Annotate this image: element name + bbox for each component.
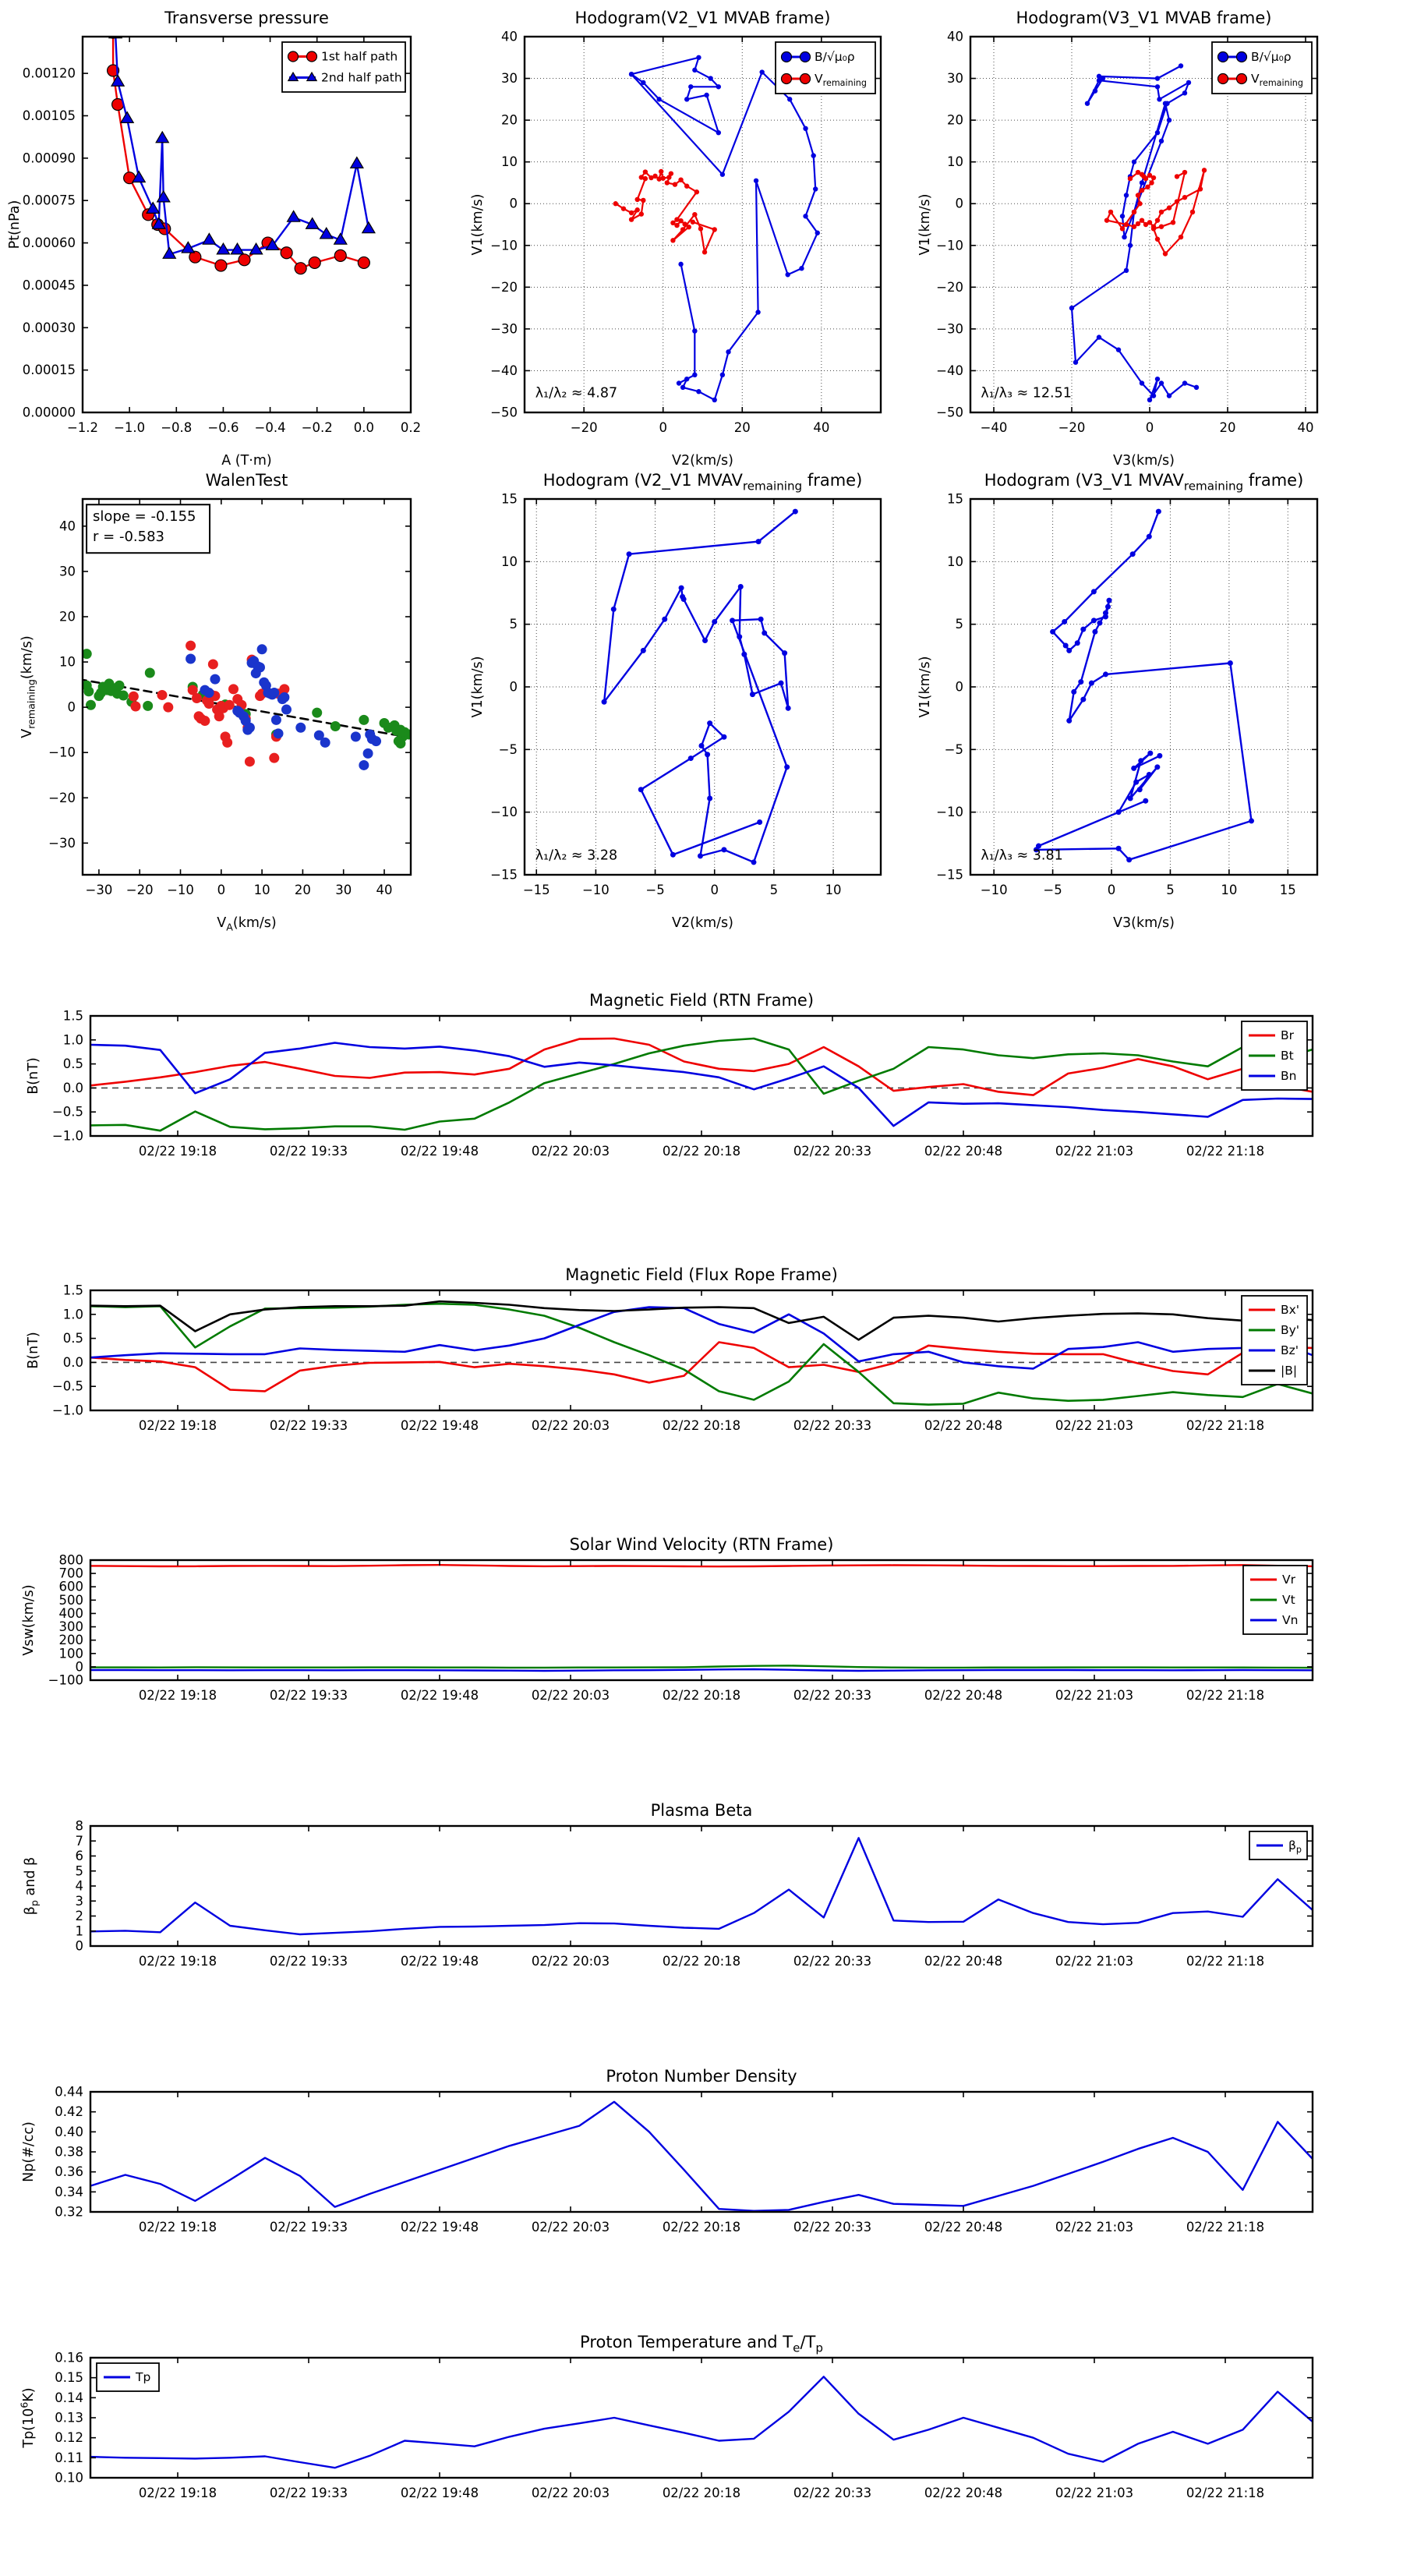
y-tick-label: −100: [48, 1672, 83, 1688]
x-tick-label: 02/22 20:48: [924, 1954, 1003, 1969]
legend-label: Bx': [1281, 1303, 1300, 1317]
x-tick-label: 02/22 19:33: [269, 1688, 348, 1703]
y-tick-label: 0.00000: [22, 405, 76, 420]
y-axis-label: $V_{remaining}(km/s)$: [19, 635, 37, 738]
y-tick-label: 30: [947, 71, 963, 87]
y-tick-label: 0.00045: [22, 278, 76, 293]
y-tick-label: 20: [59, 609, 76, 625]
panel-title: Magnetic Field (RTN Frame): [588, 991, 815, 1010]
x-tick-label: 0: [659, 420, 667, 435]
y-tick-label: −10: [490, 238, 518, 253]
annotation-line: r = -0.583: [93, 529, 165, 546]
x-tick-label: 0: [710, 883, 719, 897]
x-tick-label: 02/22 21:18: [1186, 1144, 1265, 1159]
panel-proton-density: [21, 2067, 1313, 2235]
x-tick-label: 02/22 21:18: [1186, 2486, 1265, 2500]
annotation: [981, 848, 1062, 864]
y-tick-label: 0.0: [62, 1080, 83, 1095]
x-tick-label: −15: [522, 883, 550, 897]
annotation: [535, 386, 617, 402]
panel-title: Hodogram (V3_V1 $MVAV_{remaining}$ frame): [984, 471, 1304, 494]
x-axis-label: V3(km/s): [1113, 915, 1175, 931]
y-tick-label: 0.15: [55, 2370, 83, 2386]
panel-b-rtn: [26, 991, 1313, 1159]
x-tick-label: 02/22 20:48: [924, 2486, 1003, 2500]
y-tick-label: −50: [936, 405, 963, 420]
x-tick-label: 40: [376, 883, 393, 897]
panel-plasma-beta: [23, 1801, 1313, 1969]
legend: [1212, 42, 1312, 94]
y-axis-label: $\beta_p$ and β: [23, 1856, 41, 1916]
x-tick-label: −1.2: [66, 420, 99, 435]
legend: [776, 42, 875, 94]
y-axis-label: B(nT): [26, 1057, 41, 1095]
x-tick-label: 0.2: [400, 420, 422, 435]
y-tick-label: 0.5: [62, 1056, 83, 1072]
panel-title: Proton Number Density: [606, 2067, 797, 2086]
legend-label: Bz': [1281, 1343, 1299, 1357]
legend: [1243, 1566, 1307, 1634]
y-tick-label: 20: [947, 112, 963, 128]
x-tick-label: 02/22 20:33: [793, 2486, 872, 2500]
x-tick-label: 02/22 19:48: [400, 1688, 479, 1703]
legend-label: 1st half path: [321, 49, 398, 64]
y-tick-label: 400: [58, 1605, 83, 1621]
y-tick-label: 10: [501, 554, 518, 569]
y-tick-label: −10: [936, 238, 963, 253]
x-tick-label: 02/22 20:48: [924, 1418, 1003, 1433]
x-tick-label: 02/22 20:18: [662, 1954, 741, 1969]
legend-label: $\beta_p$: [1288, 1838, 1302, 1856]
x-tick-label: 02/22 19:18: [138, 2220, 217, 2235]
x-axis-label: V2(km/s): [672, 915, 733, 931]
legend-label: 2nd half path: [321, 70, 402, 85]
x-tick-label: 5: [1166, 883, 1175, 897]
x-tick-label: −10: [980, 883, 1008, 897]
y-tick-label: −40: [490, 363, 518, 378]
panel-title: WalenTest: [205, 471, 288, 490]
y-tick-label: −50: [490, 405, 518, 420]
legend: [282, 42, 405, 92]
panel-walen-test: [19, 471, 414, 933]
x-tick-label: 02/22 20:03: [531, 1688, 610, 1703]
y-tick-label: −5: [498, 741, 518, 757]
x-tick-label: 10: [825, 883, 842, 897]
y-tick-label: 8: [75, 1818, 83, 1834]
panel-title: Transverse pressure: [164, 9, 329, 27]
y-axis-label: V1(km/s): [470, 193, 486, 256]
x-tick-label: 02/22 19:33: [269, 1418, 348, 1433]
x-tick-label: 02/22 19:18: [138, 1418, 217, 1433]
x-tick-label: 0: [217, 883, 226, 897]
y-tick-label: 0.00105: [22, 108, 76, 123]
legend-label: Vt: [1282, 1593, 1295, 1607]
y-tick-label: 0: [75, 1659, 83, 1675]
x-tick-label: 02/22 19:33: [269, 2220, 348, 2235]
x-tick-label: −40: [980, 420, 1008, 435]
y-tick-label: −5: [944, 741, 963, 757]
annotation-text: λ₁/λ₃ ≈ 12.51: [981, 385, 1072, 402]
x-tick-label: 02/22 20:03: [531, 1954, 610, 1969]
x-tick-label: 02/22 20:33: [793, 1144, 872, 1159]
y-tick-label: −10: [490, 805, 518, 820]
x-tick-label: 02/22 19:48: [400, 1144, 479, 1159]
y-tick-label: 0.5: [62, 1331, 83, 1346]
y-tick-label: 300: [58, 1619, 83, 1635]
series-Vn: [90, 1669, 1313, 1671]
panel-hodogram-v3v1-mvab: [917, 9, 1317, 469]
y-axis-label: V1(km/s): [917, 656, 933, 718]
x-axis-label: V3(km/s): [1113, 453, 1175, 469]
y-tick-label: 30: [59, 564, 76, 579]
legend-label: B/√μ₀ρ: [1251, 50, 1292, 64]
y-tick-label: −40: [936, 363, 963, 378]
panel-title: Hodogram (V2_V1 $MVAV_{remaining}$ frame): [542, 471, 863, 494]
y-tick-label: 0: [509, 679, 518, 695]
panel-title: Magnetic Field (Flux Rope Frame): [565, 1265, 838, 1284]
x-tick-label: 02/22 21:18: [1186, 2220, 1265, 2235]
x-tick-label: 02/22 21:03: [1055, 1144, 1134, 1159]
legend-label: |B|: [1281, 1364, 1298, 1378]
x-tick-label: 40: [1297, 420, 1314, 435]
annotation-text: λ₁/λ₂ ≈ 4.87: [535, 385, 618, 402]
y-tick-label: 0.00030: [22, 320, 76, 335]
x-tick-label: 20: [294, 883, 311, 897]
y-tick-label: −15: [490, 867, 518, 883]
y-tick-label: −10: [48, 745, 76, 760]
y-tick-label: 0.34: [55, 2184, 83, 2199]
y-tick-label: 0.12: [55, 2430, 83, 2446]
x-tick-label: 02/22 19:18: [138, 1688, 217, 1703]
y-tick-label: 6: [75, 1849, 83, 1863]
x-tick-label: −20: [570, 420, 598, 435]
y-tick-label: 0.0: [62, 1354, 83, 1370]
x-axis-label: $V_A(km/s)$: [217, 915, 277, 933]
y-tick-label: 15: [501, 491, 518, 507]
x-tick-label: 02/22 21:03: [1055, 2220, 1134, 2235]
y-tick-label: 10: [947, 554, 963, 569]
y-tick-label: 0.00120: [22, 65, 76, 81]
y-tick-label: 2: [75, 1909, 83, 1923]
x-tick-label: 20: [1219, 420, 1236, 435]
x-tick-label: 02/22 21:03: [1055, 1418, 1134, 1433]
y-tick-label: 0.10: [55, 2470, 83, 2486]
panel-title: Solar Wind Velocity (RTN Frame): [569, 1535, 834, 1554]
y-tick-label: 1.0: [62, 1307, 83, 1322]
panel-title: Proton Temperature and $T_e/T_p$: [580, 2333, 823, 2355]
x-tick-label: −30: [85, 883, 113, 897]
x-tick-label: 02/22 20:33: [793, 1418, 872, 1433]
legend-label: Vr: [1282, 1573, 1295, 1587]
legend-label: Tp: [136, 2370, 151, 2384]
y-tick-label: 10: [59, 654, 76, 670]
x-axis-label: A (T·m): [221, 453, 272, 469]
y-tick-label: 7: [75, 1833, 83, 1849]
x-tick-label: −0.4: [254, 420, 286, 435]
y-tick-label: −20: [936, 279, 963, 295]
y-tick-label: −15: [936, 867, 963, 883]
x-tick-label: 0: [1145, 420, 1154, 435]
y-tick-label: −20: [48, 790, 76, 805]
y-axis-label: V1(km/s): [470, 656, 486, 718]
y-tick-label: 0.38: [55, 2144, 83, 2160]
x-tick-label: 15: [1279, 883, 1296, 897]
panel-title: Hodogram(V3_V1 MVAB frame): [1016, 9, 1272, 27]
y-tick-label: 10: [501, 154, 518, 170]
y-tick-label: 0.00015: [22, 363, 76, 378]
y-tick-label: 0.42: [55, 2104, 83, 2120]
panel-title: Hodogram(V2_V1 MVAB frame): [574, 9, 831, 27]
panel-hodogram-v2v1-mvab: [470, 9, 881, 469]
x-tick-label: 02/22 19:48: [400, 1418, 479, 1433]
x-tick-label: 02/22 19:18: [138, 1954, 217, 1969]
x-tick-label: 5: [769, 883, 779, 897]
y-tick-label: 1.0: [62, 1032, 83, 1048]
legend-label: Br: [1281, 1028, 1295, 1042]
x-tick-label: 02/22 21:03: [1055, 1954, 1134, 1969]
x-tick-label: 02/22 20:03: [531, 2220, 610, 2235]
x-tick-label: −0.2: [301, 420, 333, 435]
x-tick-label: 02/22 20:48: [924, 2220, 1003, 2235]
x-tick-label: −20: [125, 883, 154, 897]
x-tick-label: 02/22 20:18: [662, 1144, 741, 1159]
y-tick-label: −1.0: [51, 1128, 83, 1144]
y-tick-label: 0: [75, 1938, 83, 1954]
y-tick-label: −10: [936, 805, 963, 820]
legend-label: $V_{remaining}$: [815, 72, 867, 89]
x-tick-label: 02/22 20:03: [531, 2486, 610, 2500]
y-tick-label: −30: [48, 835, 76, 851]
panel-title: Plasma Beta: [650, 1801, 753, 1820]
x-tick-label: 0.0: [353, 420, 374, 435]
x-tick-label: 0: [1107, 883, 1116, 897]
y-tick-label: 1.5: [62, 1283, 83, 1298]
y-tick-label: 0.00060: [22, 235, 76, 251]
panel-hodogram-v3v1-mvav: [917, 471, 1317, 931]
y-tick-label: 5: [509, 617, 518, 632]
x-tick-label: 02/22 20:48: [924, 1688, 1003, 1703]
panel-hodogram-v2v1-mvav: [470, 471, 881, 931]
x-tick-label: 40: [813, 420, 830, 435]
x-tick-label: −5: [645, 883, 665, 897]
x-tick-label: 02/22 21:18: [1186, 1954, 1265, 1969]
y-tick-label: 0.13: [55, 2410, 83, 2426]
x-tick-label: 10: [1221, 883, 1238, 897]
x-tick-label: 02/22 20:03: [531, 1418, 610, 1433]
y-tick-label: 5: [75, 1863, 83, 1879]
y-axis-label: Vsw(km/s): [21, 1584, 37, 1656]
y-tick-label: 0: [955, 679, 963, 695]
x-tick-label: 02/22 19:33: [269, 1954, 348, 1969]
y-tick-label: 700: [58, 1566, 83, 1581]
legend: [1242, 1021, 1307, 1090]
y-tick-label: −30: [936, 321, 963, 337]
x-tick-label: −20: [1058, 420, 1086, 435]
x-tick-label: 02/22 19:48: [400, 2486, 479, 2500]
y-tick-label: 500: [58, 1592, 83, 1608]
y-tick-label: 30: [501, 71, 518, 87]
annotation-text: λ₁/λ₂ ≈ 3.28: [535, 847, 618, 864]
y-tick-label: 0.32: [55, 2204, 83, 2220]
x-tick-label: 02/22 20:33: [793, 2220, 872, 2235]
legend-label: B/√μ₀ρ: [815, 50, 855, 64]
panel-proton-temperature: [18, 2333, 1313, 2500]
y-axis-label: Pt(nPa): [7, 200, 23, 249]
x-axis-label: V2(km/s): [672, 453, 733, 469]
y-tick-label: 40: [59, 518, 76, 534]
x-tick-label: 02/22 20:48: [924, 1144, 1003, 1159]
x-tick-label: 02/22 20:03: [531, 1144, 610, 1159]
x-tick-label: 02/22 20:18: [662, 1688, 741, 1703]
y-tick-label: 600: [58, 1579, 83, 1594]
x-tick-label: 30: [335, 883, 352, 897]
y-tick-label: 4: [75, 1878, 83, 1894]
y-tick-label: −0.5: [51, 1378, 83, 1394]
y-tick-label: 0.00075: [22, 193, 76, 208]
annotation-text: λ₁/λ₃ ≈ 3.81: [981, 847, 1063, 864]
y-tick-label: 20: [501, 112, 518, 128]
y-tick-label: 0.16: [55, 2350, 83, 2365]
x-tick-label: 02/22 19:48: [400, 2220, 479, 2235]
x-tick-label: −0.6: [207, 420, 239, 435]
x-tick-label: −1.0: [114, 420, 146, 435]
y-tick-label: 5: [955, 617, 963, 632]
y-axis-label: B(nT): [26, 1332, 41, 1369]
legend-label: Bt: [1281, 1049, 1294, 1063]
y-tick-label: 1: [75, 1923, 83, 1939]
y-tick-label: −30: [490, 321, 518, 337]
x-tick-label: −10: [167, 883, 194, 897]
legend-label: By': [1281, 1323, 1300, 1337]
y-tick-label: 200: [58, 1633, 83, 1648]
y-axis-label: Np(#/cc): [21, 2121, 37, 2182]
panel-vsw-rtn: [21, 1535, 1313, 1703]
y-tick-label: 100: [58, 1646, 83, 1661]
y-tick-label: 40: [501, 29, 518, 44]
y-tick-label: −0.5: [51, 1104, 83, 1120]
x-tick-label: 02/22 19:33: [269, 2486, 348, 2500]
y-tick-label: 1.5: [62, 1008, 83, 1024]
x-tick-label: 02/22 20:18: [662, 2220, 741, 2235]
annotation: [981, 386, 1072, 402]
legend-label: Bn: [1281, 1069, 1297, 1083]
y-tick-label: 40: [947, 29, 963, 44]
y-tick-label: 10: [947, 154, 963, 170]
legend: [1242, 1296, 1307, 1385]
legend-label: $V_{remaining}$: [1251, 72, 1303, 89]
x-tick-label: 02/22 20:18: [662, 1418, 741, 1433]
legend-label: Vn: [1282, 1613, 1299, 1627]
x-tick-label: 02/22 20:33: [793, 1688, 872, 1703]
x-tick-label: 10: [253, 883, 270, 897]
panel-transverse-pressure: [7, 9, 421, 469]
panel-b-flux-rope: [26, 1265, 1313, 1433]
y-tick-label: −1.0: [51, 1403, 83, 1418]
x-tick-label: 02/22 21:18: [1186, 1418, 1265, 1433]
x-tick-label: 02/22 21:03: [1055, 2486, 1134, 2500]
y-tick-label: 0: [955, 196, 963, 211]
y-axis-label: V1(km/s): [917, 193, 933, 256]
y-tick-label: 0: [509, 196, 518, 211]
annotation: [535, 848, 617, 864]
x-tick-label: 02/22 19:18: [138, 1144, 217, 1159]
y-tick-label: 800: [58, 1552, 83, 1568]
y-tick-label: 0.40: [55, 2124, 83, 2139]
y-tick-label: 0.36: [55, 2164, 83, 2180]
legend: [97, 2363, 159, 2391]
x-tick-label: 02/22 20:18: [662, 2486, 741, 2500]
y-tick-label: 15: [947, 491, 963, 507]
x-tick-label: 20: [733, 420, 751, 435]
y-tick-label: 3: [75, 1893, 83, 1909]
y-tick-label: 0.14: [55, 2390, 83, 2405]
x-tick-label: −5: [1043, 883, 1062, 897]
x-tick-label: 02/22 19:18: [138, 2486, 217, 2500]
y-tick-label: 0.00090: [22, 150, 76, 166]
annotation: [87, 504, 210, 553]
x-tick-label: 02/22 21:03: [1055, 1688, 1134, 1703]
y-axis-label: $Tp(10^6K)$: [18, 2387, 37, 2448]
y-tick-label: 0: [67, 699, 76, 715]
x-tick-label: 02/22 20:33: [793, 1954, 872, 1969]
y-tick-label: 0.44: [55, 2084, 83, 2100]
x-tick-label: −10: [581, 883, 610, 897]
x-tick-label: −0.8: [161, 420, 193, 435]
y-tick-label: −20: [490, 279, 518, 295]
x-tick-label: 02/22 21:18: [1186, 1688, 1265, 1703]
x-tick-label: 02/22 19:48: [400, 1954, 479, 1969]
x-tick-label: 02/22 19:33: [269, 1144, 348, 1159]
y-tick-label: 0.11: [55, 2450, 83, 2465]
annotation-line: slope = -0.155: [93, 508, 196, 525]
legend: [1249, 1831, 1307, 1859]
